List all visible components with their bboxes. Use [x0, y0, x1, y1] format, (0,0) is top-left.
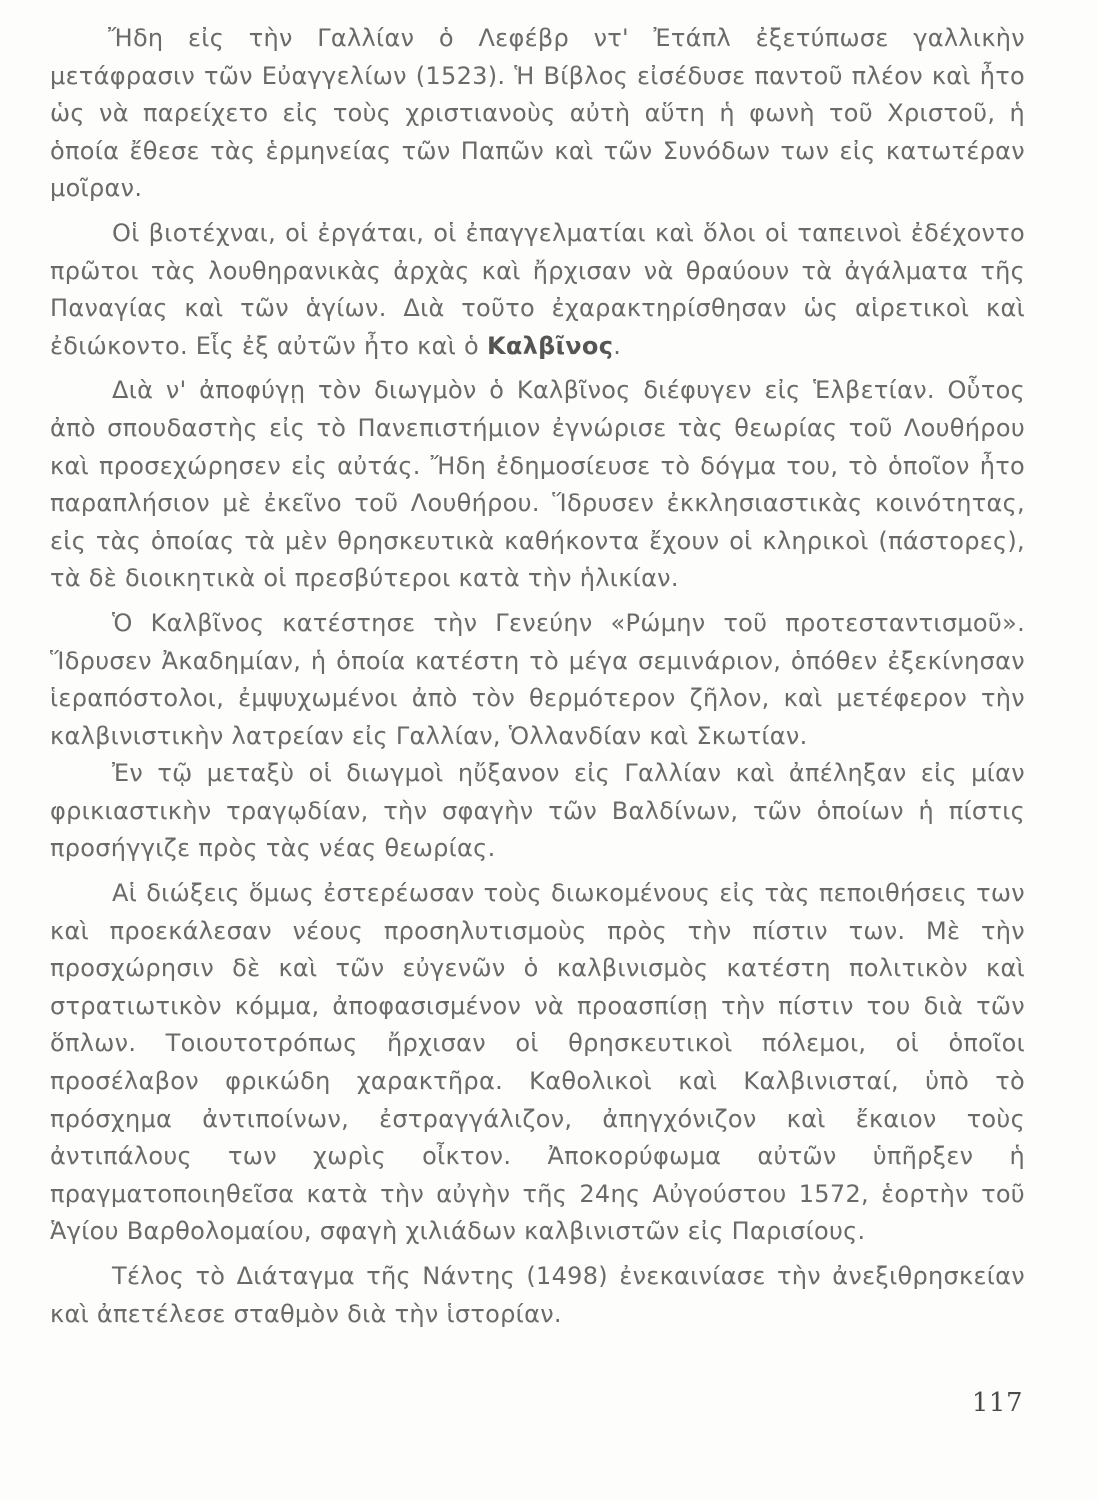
paragraph-2 [50, 215, 1025, 365]
paragraph-5: Ἐν τῷ μεταξὺ οἱ διωγμοὶ ηὔξανον εἰς Γαλλίαν καὶ ἀπέληξαν εἰς μίαν φρικιαστικὴν τραγῳδίαν, τὴν σφαγὴν τῶν Βαλδίνων, τῶν ὁποίων ἡ πίστις προσήγγιζε πρὸς τὰς νέας θεωρίας. [50, 759, 1025, 863]
paragraph-1: Ἤδη εἰς τὴν Γαλλίαν ὁ Λεφέβρ ντ' Ἐτάπλ ἐξετύπωσε γαλλικὴν μετάφρασιν τῶν Εὐαγγελίων (1523). Ἡ Βίβλος εἰσέδυσε παντοῦ πλέον καὶ ἦτο ὡς νὰ παρείχετο εἰς τοὺς χριστιανοὺς αὐτὴ αὕτη ἡ φωνὴ τοῦ Χριστοῦ, ἡ ὁποία ἔθεσε τὰς ἑρμηνείας τῶν Παπῶν καὶ τῶν Συνόδων των εἰς κατωτέραν μοῖραν. [50, 24, 1025, 203]
paragraph-3: Διὰ ν' ἀποφύγῃ τὸν διωγμὸν ὁ Καλβῖνος διέφυγεν εἰς Ἑλβετίαν. Οὗτος ἀπὸ σπουδαστὴς εἰς τὸ Πανεπιστήμιον ἐγνώρισε τὰς θεωρίας τοῦ Λουθήρου καὶ προσεχώρησεν εἰς αὐτάς. Ἤδη ἐδημοσίευσε τὸ δόγμα του, τὸ ὁποῖον ἦτο παραπλήσιον μὲ ἐκεῖνο τοῦ Λουθήρου. Ἵδρυσεν ἐκκλησιαστικὰς κοινότητας, εἰς τὰς ὁποίας τὰ μὲν θρησκευτικὰ καθήκοντα ἔχουν οἱ κληρικοὶ (πάστορες), τὰ δὲ διοικητικὰ οἱ πρεσβύτεροι κατὰ τὴν ἡλικίαν. [50, 376, 1025, 593]
body-text [50, 20, 1025, 1340]
page-number: 117 [971, 1388, 1023, 1418]
emphasized-name: Καλβῖνος [486, 331, 614, 360]
paragraph-6: Αἱ διώξεις ὅμως ἐστερέωσαν τοὺς διωκομένους εἰς τὰς πεποιθήσεις των καὶ προεκάλεσαν νέους προσηλυτισμοὺς πρὸς τὴν πίστιν των. Μὲ τὴν προσχώρησιν δὲ καὶ τῶν εὐγενῶν ὁ καλβινισμὸς κατέστη πολιτικὸν καὶ στρατιωτικὸν κόμμα, ἀποφασισμένον νὰ προασπίσῃ τὴν πίστιν του διὰ τῶν ὅπλων. Τοιουτοτρόπως ἤρχισαν οἱ θρησκευτικοὶ πόλεμοι, οἱ ὁποῖοι προσέλαβον φρικώδη χαρακτῆρα. Καθολικοὶ καὶ Καλβινισταί, ὑπὸ τὸ πρόσχημα ἀντιποίνων, ἐστραγγάλιζον, ἀπηγχόνιζον καὶ ἔκαιον τοὺς ἀντιπάλους των χωρὶς οἶκτον. Ἀποκορύφωμα αὐτῶν ὑπῆρξεν ἡ πραγματοποιηθεῖσα κατὰ τὴν αὐγὴν τῆς 24ης Αὐγούστου 1572, ἑορτὴν τοῦ Ἁγίου Βαρθολομαίου, σφαγὴ χιλιάδων καλβινιστῶν εἰς Παρισίους. [50, 879, 1025, 1246]
paragraph-2-text: Οἱ βιοτέχναι, οἱ ἐργάται, οἱ ἐπαγγελματίαι καὶ ὅλοι οἱ ταπεινοὶ ἐδέχοντο πρῶτοι τὰς λουθηρανικὰς ἀρχὰς καὶ ἤρχισαν νὰ θραύουν τὰ ἀγάλματα τῆς Παναγίας καὶ τῶν ἁγίων. Διὰ τοῦτο ἐχαρακτηρίσθησαν ὡς αἱρετικοὶ καὶ ἐδιώκοντο. Εἷς ἐξ αὐτῶν ἦτο καὶ ὁ [50, 218, 1025, 360]
paragraph-2-end: . [613, 331, 622, 360]
paragraph-4: Ὁ Καλβῖνος κατέστησε τὴν Γενεύην «Ρώμην τοῦ προτεσταντισμοῦ». Ἵδρυσεν Ἀκαδημίαν, ἡ ὁποία κατέστη τὸ μέγα σεμινάριον, ὁπόθεν ἐξεκίνησαν ἱεραπόστολοι, ἐμψυχωμένοι ἀπὸ τὸν θερμότερον ζῆλον, καὶ μετέφερον τὴν καλβινιστικὴν λατρείαν εἰς Γαλλίαν, Ὁλλανδίαν καὶ Σκωτίαν. [50, 608, 1025, 750]
paragraph-7: Τέλος τὸ Διάταγμα τῆς Νάντης (1498) ἐνεκαινίασε τὴν ἀνεξιθρησκείαν καὶ ἀπετέλεσε σταθμὸν διὰ τὴν ἱστορίαν. [50, 1262, 1025, 1328]
